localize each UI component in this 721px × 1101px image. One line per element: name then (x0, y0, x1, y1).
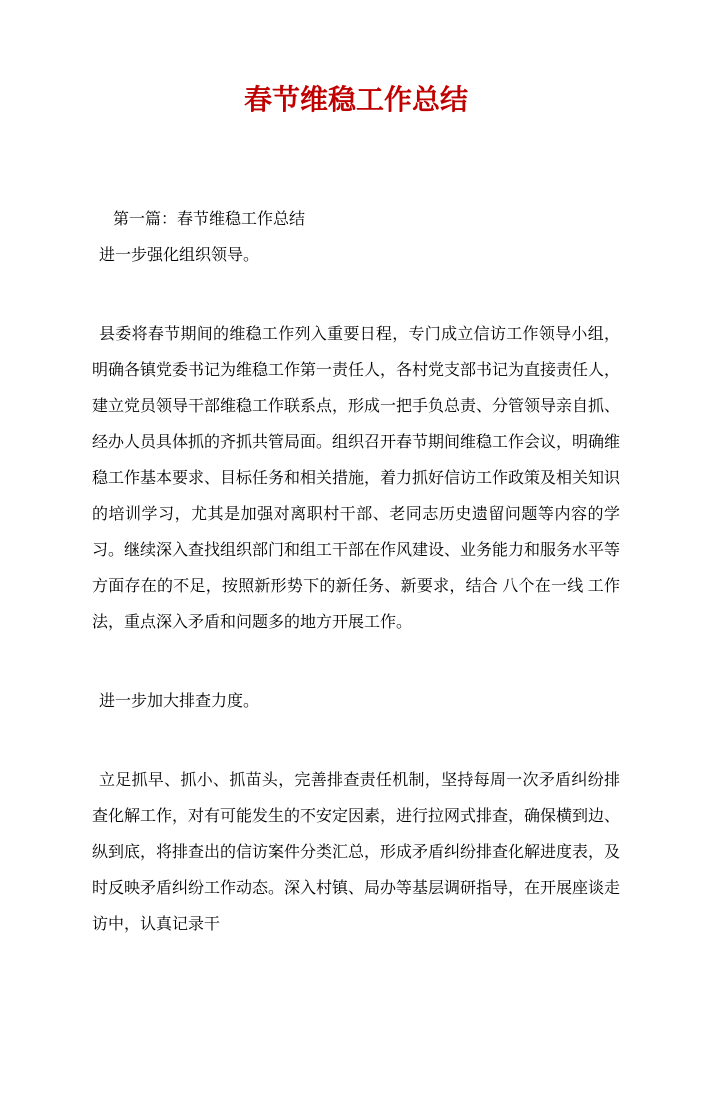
paragraph-body-organization: 县委将春节期间的维稳工作列入重要日程，专门成立信访工作领导小组，明确各镇党委书记为维稳工作第一责任人，各村党支部书记为直接责任人，建立党员领导干部维稳工作联系点，形成一把手负总责、分管领导亲自抓、经办人员具体抓的齐抓共管局面。组织召开春节期间维稳工作会议，明确维稳工作基本要求、目标任务和相关措施，着力抓好信访工作政策及相关知识的培训学习，尤其是加强对离职村干部、老同志历史遗留问题等内容的学习。继续深入查找组织部门和组工干部在作风建设、业务能力和服务水平等方面存在的不足，按照新形势下的新任务、新要求，结合 八个在一线 工作法，重点深入矛盾和问题多的地方开展工作。 (92, 326, 621, 631)
paragraph-body-investigation: 立足抓早、抓小、抓苗头，完善排查责任机制，坚持每周一次矛盾纠纷排查化解工作，对有可能发生的不安定因素，进行拉网式排查，确保横到边、纵到底，将排查出的信访案件分类汇总，形成矛盾纠纷排查化解进度表，及时反映矛盾纠纷工作动态。深入村镇、局办等基层调研指导，在开展座谈走访中，认真记录干 (92, 772, 621, 933)
paragraph-subheading-organization: 进一步强化组织领导。 (99, 247, 260, 264)
paragraph-section-label: 第一篇：春节维稳工作总结 (113, 211, 306, 228)
paragraph-subheading-investigation: 进一步加大排查力度。 (99, 693, 260, 710)
document-page (0, 81, 721, 1101)
document-title: 春节维稳工作总结 (243, 85, 468, 116)
